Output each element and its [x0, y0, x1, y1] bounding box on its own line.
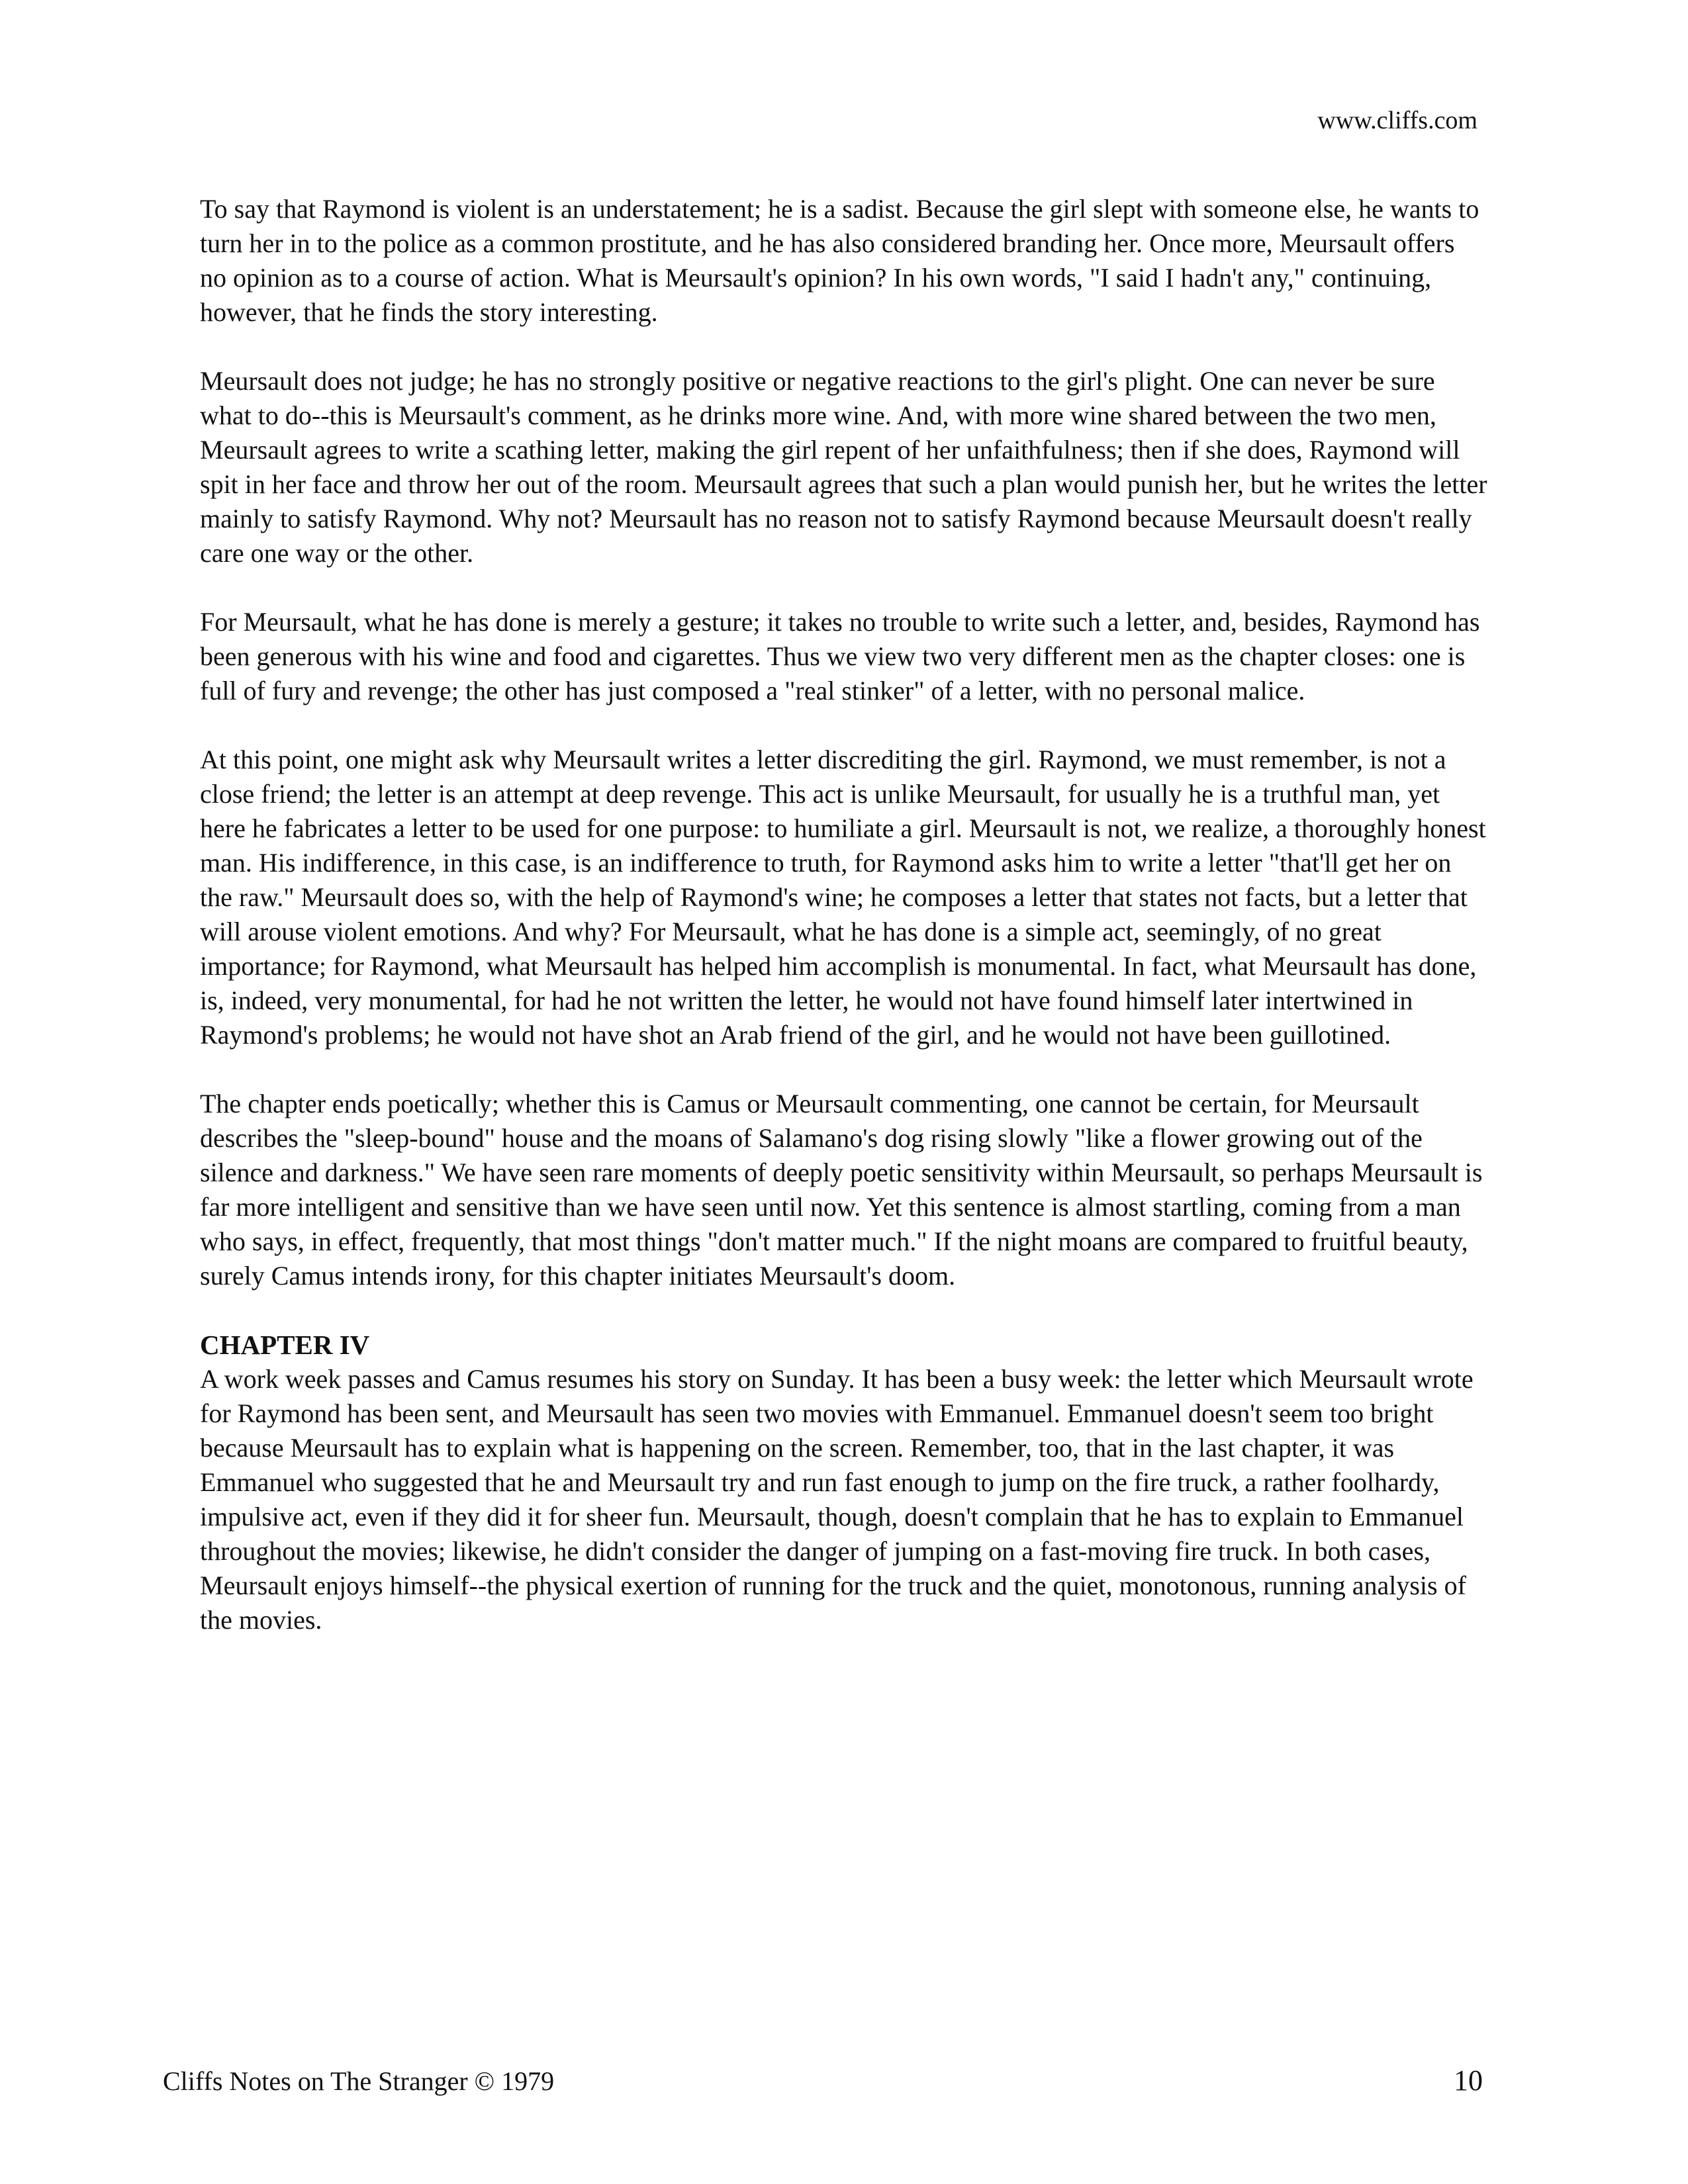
document-body — [200, 192, 1487, 1672]
paragraph-5: The chapter ends poetically; whether this is Camus or Meursault commenting, one cannot be certain, for Meursault describes the "sleep-bound" house and the moans of Salamano's dog rising slowly "like a flower growing out of the silence and darkness." We have seen rare moments of deeply poetic sensitivity within Meursault, so perhaps Meursault is far more intelligent and sensitive than we have seen until now. Yet this sentence is almost startling, coming from a man who says, in effect, frequently, that most things "don't matter much." If the night moans are compared to fruitful beauty, surely Camus intends irony, for this chapter initiates Meursault's doom. — [200, 1089, 1483, 1291]
paragraph-6: A work week passes and Camus resumes his story on Sunday. It has been a busy week: the letter which Meursault wrote for Raymond has been sent, and Meursault has seen two movies with Emmanuel. Emmanuel doesn't seem too bright because Meursault has to explain what is happening on the screen. Remember, too, that in the last chapter, it was Emmanuel who suggested that he and Meursault try and run fast enough to jump on the fire truck, a rather foolhardy, impulsive act, even if they did it for sheer fun. Meursault, though, doesn't complain that he has to explain to Emmanuel throughout the movies; likewise, he didn't consider the danger of jumping on a fast-moving fire truck. In both cases, Meursault enjoys himself--the physical exertion of running for the truck and the quiet, monotonous, running analysis of the movies. — [200, 1364, 1474, 1635]
paragraph-2: Meursault does not judge; he has no strongly positive or negative reactions to the girl's plight. One can never be sure what to do--this is Meursault's comment, as he drinks more wine. And, with more wine shared between the two men, Meursault agrees to write a scathing letter, making the girl repent of her unfaithfulness; then if she does, Raymond will spit in her face and throw her out of the room. Meursault agrees that such a plan would punish her, but he writes the letter mainly to satisfy Raymond. Why not? Meursault has no reason not to satisfy Raymond because Meursault doesn't really care one way or the other. — [200, 366, 1487, 568]
header-url: www.cliffs.com — [1317, 107, 1477, 134]
paragraph-3: For Meursault, what he has done is merely a gesture; it takes no trouble to write such a letter, and, besides, Raymond has been generous with his wine and food and cigarettes. Thus we view two very different men as the chapter closes: one is full of fury and revenge; the other has just composed a "real stinker" of a letter, with no personal malice. — [200, 607, 1480, 705]
paragraph-4: At this point, one might ask why Meursault writes a letter discrediting the girl. Raymond, we must remember, is not a close friend; the letter is an attempt at deep revenge. This act is unlike Meursault, for usually he is a truthful man, yet here he fabricates a letter to be used for one purpose: to humiliate a girl. Meursault is not, we realize, a thoroughly honest man. His indifference, in this case, is an indifference to truth, for Raymond asks him to write a letter "that'll get her on the raw." Meursault does so, with the help of Raymond's wine; he composes a letter that states not facts, but a letter that will arouse violent emotions. And why? For Meursault, what he has done is a simple act, seemingly, of no great importance; for Raymond, what Meursault has helped him accomplish is monumental. In fact, what Meursault has done, is, indeed, very monumental, for had he not written the letter, he would not have found himself later intertwined in Raymond's problems; he would not have shot an Arab friend of the girl, and he would not have been guillotined. — [200, 745, 1486, 1050]
page-header — [200, 105, 1477, 136]
footer-copyright: Cliffs Notes on The Stranger © 1979 — [163, 2066, 555, 2096]
paragraph-1: To say that Raymond is violent is an understatement; he is a sadist. Because the girl slept with someone else, he wants to turn her in to the police as a common prostitute, and he has also considered branding her. Once more, Meursault offers no opinion as to a course of action. What is Meursault's opinion? In his own words, "I said I hadn't any," continuing, however, that he finds the story interesting. — [200, 194, 1479, 327]
page-number: 10 — [1454, 2064, 1483, 2097]
chapter-heading: CHAPTER IV — [200, 1330, 370, 1360]
page-footer — [163, 2064, 1483, 2099]
